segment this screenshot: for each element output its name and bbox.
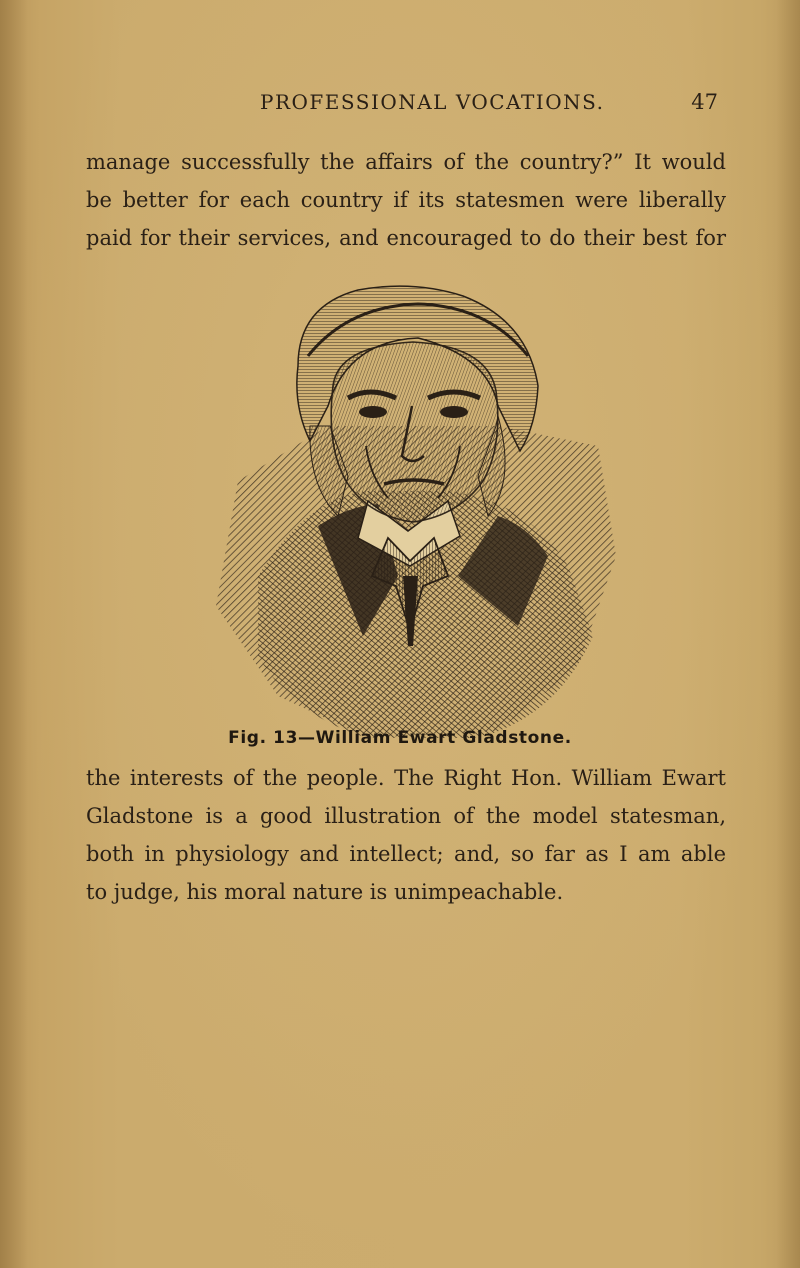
- text-line: Gladstone is a good illustration of the model statesman,: [86, 804, 726, 828]
- right-eye: [440, 406, 468, 418]
- page-edge-shadow-left: [0, 0, 28, 1268]
- running-title: PROFESSIONAL VOCATIONS.: [260, 90, 605, 114]
- text-line: paid for their services, and encouraged to do their best for: [86, 226, 726, 250]
- text-line: the interests of the people. The Right Hon. William Ewart: [86, 766, 726, 790]
- paragraph-bottom: [86, 759, 726, 911]
- paragraph-top: [86, 143, 726, 257]
- page-edge-shadow-right: [776, 0, 800, 1268]
- text-line: to judge, his moral nature is unimpeachable.: [86, 880, 564, 904]
- text-line: manage successfully the affairs of the country?” It would: [86, 150, 726, 174]
- left-eye: [359, 406, 387, 418]
- running-head: [86, 90, 718, 124]
- figure-caption: Fig. 13—William Ewart Gladstone.: [228, 728, 572, 748]
- gladstone-portrait-engraving: [198, 276, 622, 746]
- page-number: 47: [691, 90, 718, 114]
- text-line: be better for each country if its statesmen were liberally: [86, 188, 726, 212]
- text-line: both in physiology and intellect; and, so far as I am able: [86, 842, 726, 866]
